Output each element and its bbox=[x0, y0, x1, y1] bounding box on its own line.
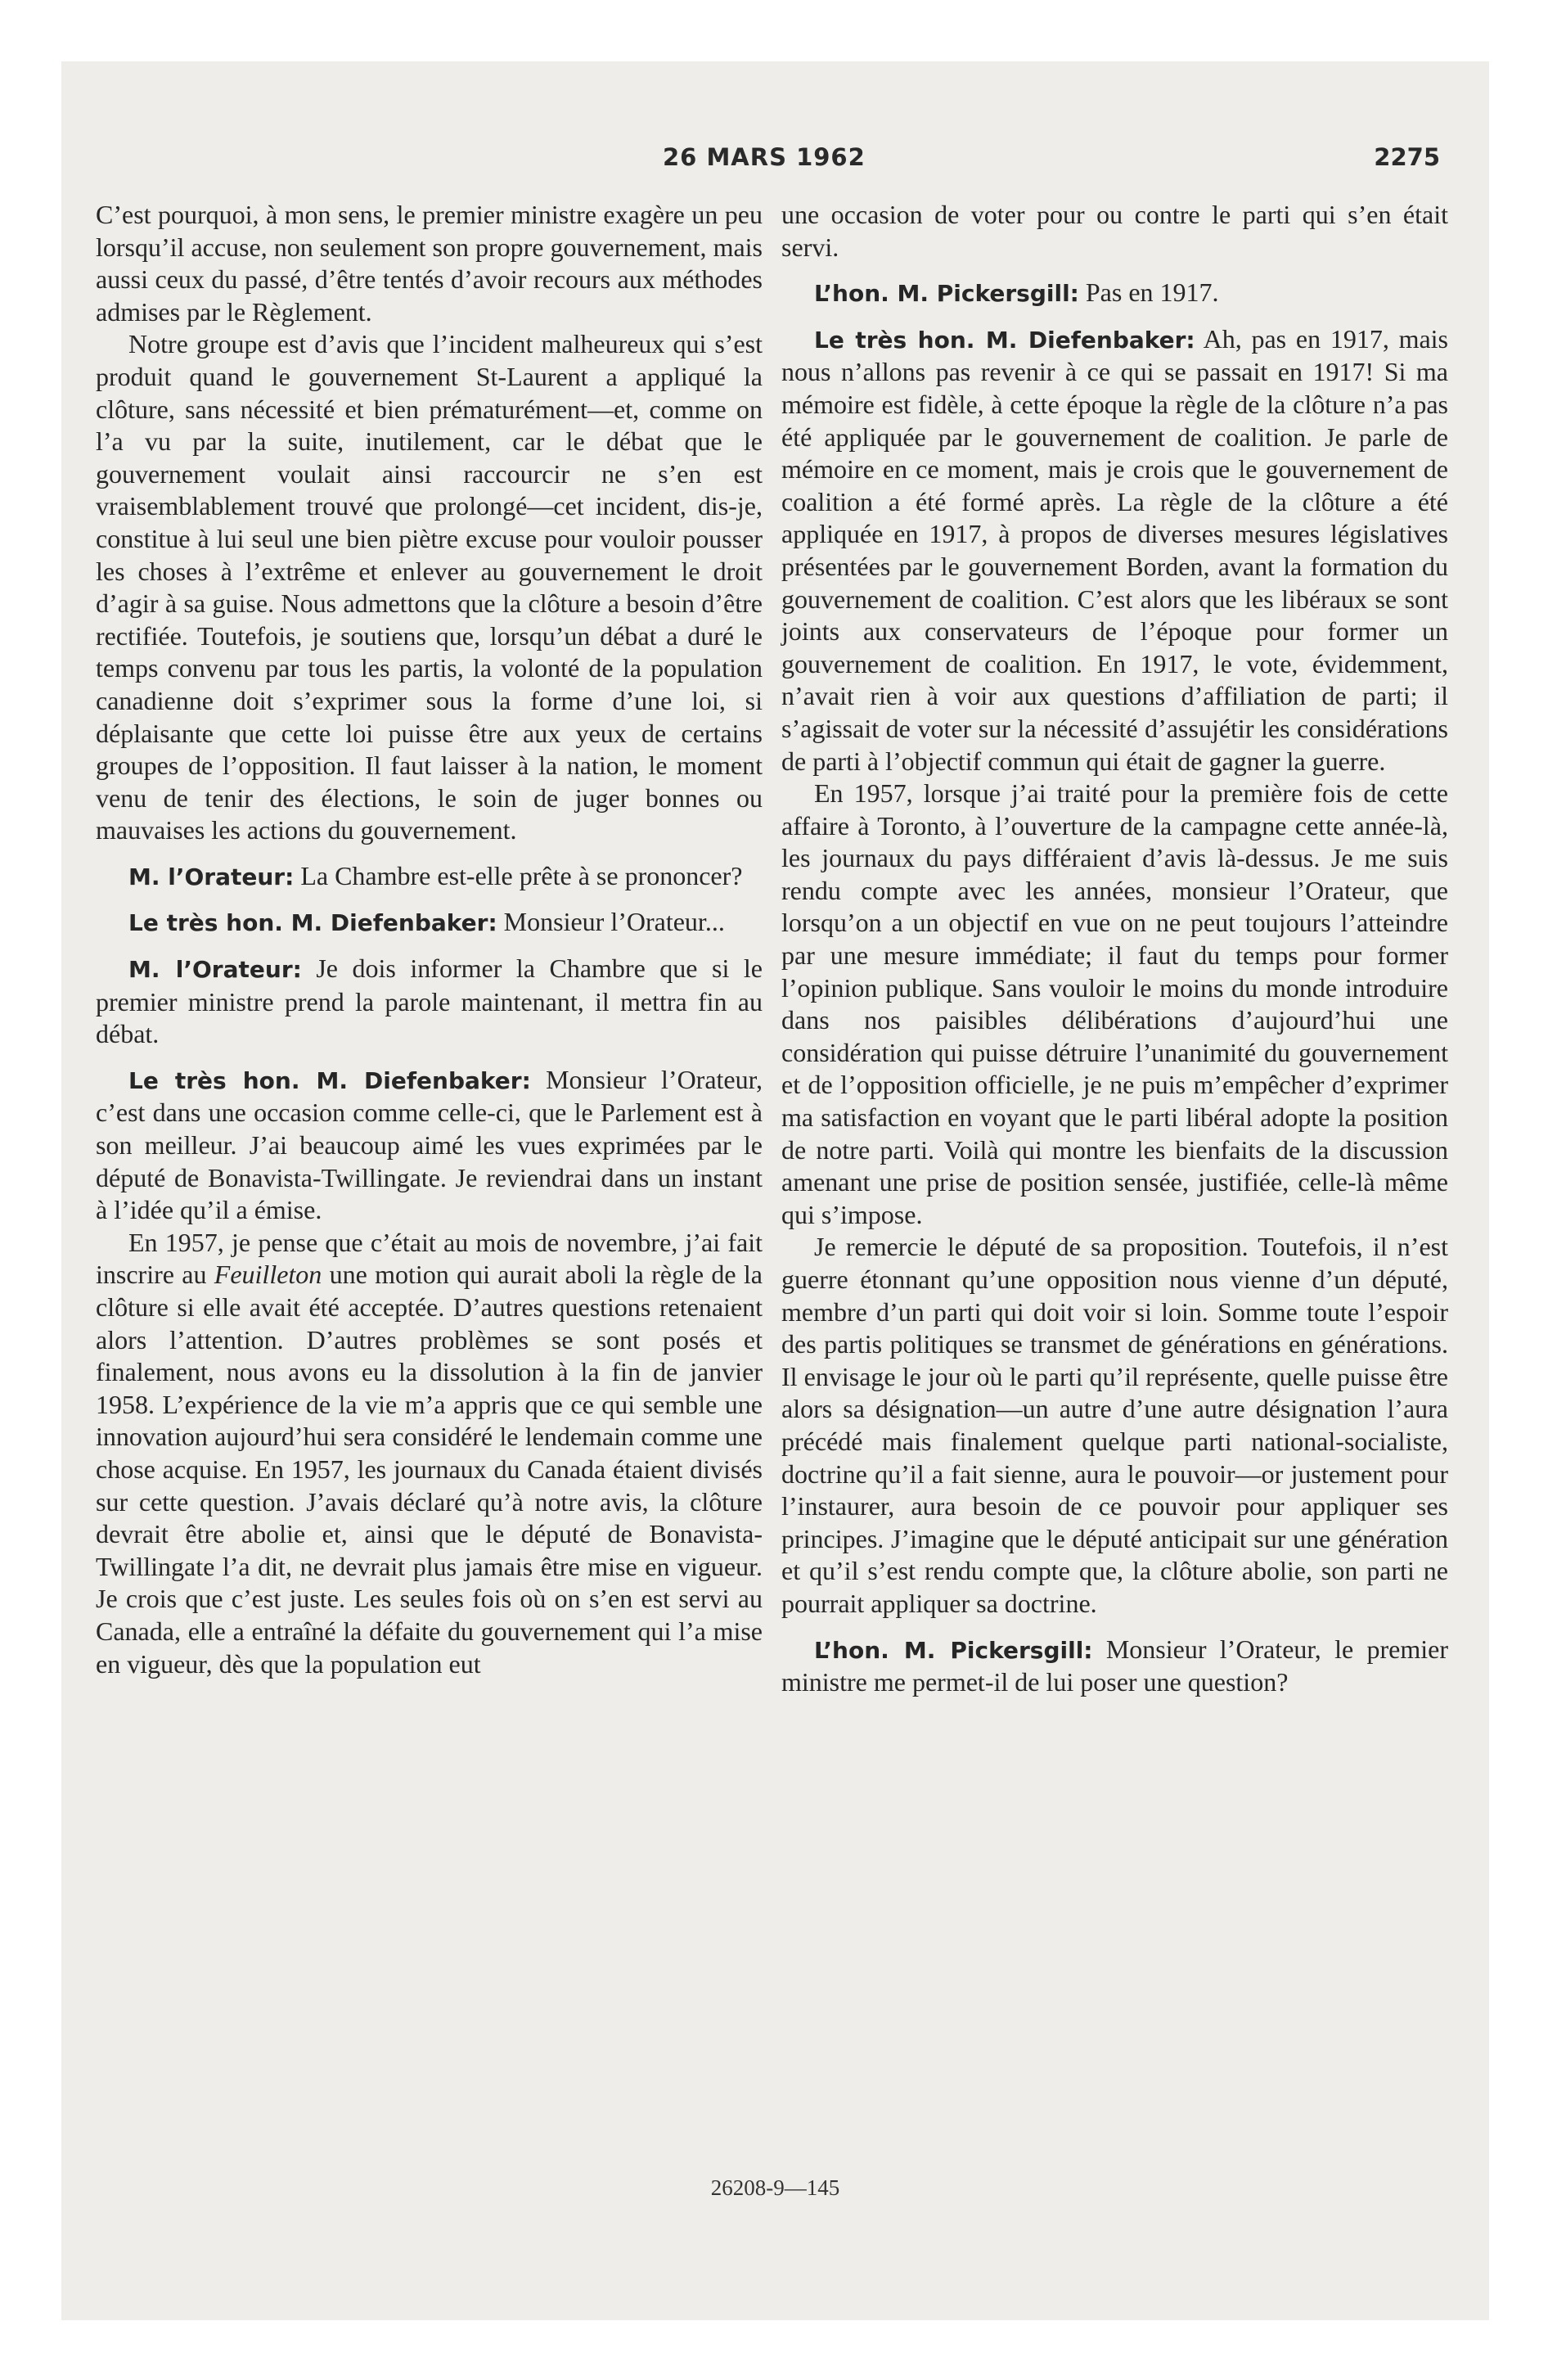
speech bbox=[781, 277, 1448, 310]
page-footer bbox=[61, 2175, 1489, 2201]
speech-text: Monsieur l’Orateur, le premier ministre me permet-il de lui poser une question? bbox=[781, 1634, 1449, 1697]
paragraph: C’est pourquoi, à mon sens, le premier ministre exagère un peu lorsqu’il accuse, non seulement son propre gouvernement, mais aussi ceux du passé, d’être tentés d’avoir recours aux méthodes admises par le Règlement. bbox=[96, 200, 763, 327]
speaker-name: M. l’Orateur: bbox=[128, 956, 302, 984]
speech bbox=[781, 323, 1448, 778]
speaker-name: Le très hon. M. Diefenbaker: bbox=[128, 1066, 531, 1094]
page-number: 2275 bbox=[1374, 143, 1440, 171]
speech bbox=[781, 1634, 1448, 1699]
page-header bbox=[61, 143, 1489, 183]
paragraph: Je remercie le député de sa proposition. Toutefois, il n’est guerre étonnant qu’une opposition nous vienne d’un député, membre d’un parti qui doit voir si loin. Somme toute l’espoir des partis politiques se transmet de générations en générations. Il envisage le jour où le parti qu’il représente, quelle puisse être alors sa désignation—un autre d’une autre désignation l’aura précédé mais finalement quelque parti national-socialiste, doctrine qu’il a fait sienne, aura le pouvoir—or justement pour l’instaurer, aura besoin de ce pouvoir pour appliquer ses principes. J’imagine que le député anticipait sur une génération et qu’il s’est rendu compte que, la clôture abolie, son parti ne pourrait appliquer sa doctrine. bbox=[781, 1232, 1448, 1618]
speech bbox=[96, 860, 763, 894]
right-column bbox=[781, 199, 1448, 1699]
speech-text: Je dois informer la Chambre que si le premier ministre prend la parole maintenant, il mettra fin au débat. bbox=[96, 953, 763, 1049]
header-date: 26 MARS 1962 bbox=[663, 143, 866, 171]
paragraph: une occasion de voter pour ou contre le parti qui s’en était servi. bbox=[781, 200, 1448, 262]
speech-text: Pas en 1917. bbox=[1078, 277, 1219, 308]
speaker-name: Le très hon. M. Diefenbaker: bbox=[128, 909, 497, 937]
footer-code: 26208-9—145 bbox=[710, 2175, 840, 2200]
speaker-name: M. l’Orateur: bbox=[128, 863, 295, 890]
speech-text: La Chambre est-elle prête à se prononcer? bbox=[294, 860, 743, 890]
speech bbox=[96, 906, 763, 940]
paragraph: En 1957, lorsque j’ai traité pour la première fois de cette affaire à Toronto, à l’ouverture de la campagne cette année-là, les journaux du pays différaient d’avis là-dessus. Je me suis rendu compte avec les années, monsieur l’Orateur, que lorsqu’on a un objectif en vue on ne peut toujours l’atteindre par une mesure immédiate; il faut du temps pour former l’opinion publique. Sans vouloir le moins du monde introduire dans nos paisibles délibérations d’aujourd’hui une considération qui puisse détruire l’unanimité du gouvernement et de l’opposition officielle, je ne puis m’empêcher d’exprimer ma satisfaction en voyant que le parti libéral adopte la position de notre parti. Voilà qui montre les bienfaits de la discussion amenant une prise de position sensée, justifiée, celle-là même qui s’impose. bbox=[781, 778, 1448, 1229]
speech-text: Ah, pas en 1917, mais nous n’allons pas revenir à ce qui se passait en 1917! Si ma mémoire est fidèle, à cette époque la règle de la clôture n’a pas été appliquée par le gouvernement de coalition. Je parle de mémoire en ce moment, mais je crois que le gouvernement de coalition a été formé après. La règle de la clôture a été appliquée en 1917, à propos de diverses mesures législatives présentées par le gouvernement Borden, avant la formation du gouvernement de coalition. C’est alors que les libéraux se sont joints aux conservateurs de l’époque pour former un gouvernement de coalition. En 1917, le vote, évidemment, n’avait rien à voir aux questions d’affiliation de parti; il s’agissait de voter sur la nécessité d’assujétir les considérations de parti à l’objectif commun qui était de gagner la guerre. bbox=[781, 323, 1449, 776]
left-column bbox=[96, 199, 763, 1680]
speaker-name: Le très hon. M. Diefenbaker: bbox=[814, 326, 1195, 354]
speech-text: Monsieur l’Orateur, c’est dans une occasion comme celle-ci, que le Parlement est à son meilleur. J’ai beaucoup aimé les vues exprimées par le député de Bonavista-Twillingate. Je reviendrai dans un instant à l’idée qu’il a émise. bbox=[96, 1064, 763, 1225]
text-run: En 1957, je pense que c’était au mois de novembre, j’ai fait inscrire au bbox=[96, 1227, 763, 1290]
speech bbox=[96, 953, 763, 1051]
paragraph bbox=[96, 1227, 763, 1680]
speech-text: Monsieur l’Orateur... bbox=[497, 907, 725, 937]
scanned-page bbox=[61, 61, 1489, 2320]
speaker-name: L’hon. M. Pickersgill: bbox=[814, 1636, 1093, 1664]
speaker-name: L’hon. M. Pickersgill: bbox=[814, 280, 1079, 308]
text-run: une motion qui aurait aboli la règle de la clôture si elle avait été acceptée. D’autres questions retenaient alors l’attention. D’autres problèmes se sont posés et finalement, nous avons eu la dissolution à la fin de janvier 1958. L’expérience de la vie m’a appris que ce qui semble une innovation aujourd’hui sera considéré le lendemain comme une chose acquise. En 1957, les journaux du Canada étaient divisés sur cette question. J’avais déclaré qu’à notre avis, la clôture devrait être abolie et, ainsi que le député de Bonavista-Twillingate l’a dit, ne devrait plus jamais être mise en vigueur. Je crois que c’est juste. Les seules fois où on s’en est servi au Canada, elle a entraîné la défaite du gouvernement qui l’a mise en vigueur, dès que la population eut bbox=[96, 1260, 763, 1679]
paragraph: Notre groupe est d’avis que l’incident malheureux qui s’est produit quand le gouvernement St-Laurent a appliqué la clôture, sans nécessité et bien prématurément—et, comme on l’a vu par la suite, inutilement, car le débat que le gouvernement voulait ainsi raccourcir ne s’en est vraisemblablement trouvé que prolongé—cet incident, dis-je, constitue à lui seul une bien piètre excuse pour vouloir pousser les choses à l’extrême et enlever au gouvernement le droit d’agir à sa guise. Nous admettons que la clôture a besoin d’être rectifiée. Toutefois, je soutiens que, lorsqu’un débat a duré le temps convenu par tous les partis, la volonté de la population canadienne doit s’exprimer sous la forme d’une loi, si déplaisante que cette loi puisse être aux yeux de certains groupes de l’opposition. Il faut laisser à la nation, le moment venu de tenir des élections, le soin de juger bonnes ou mauvaises les actions du gouvernement. bbox=[96, 329, 763, 845]
speech bbox=[96, 1064, 763, 1227]
italic-text: Feuilleton bbox=[214, 1260, 322, 1290]
